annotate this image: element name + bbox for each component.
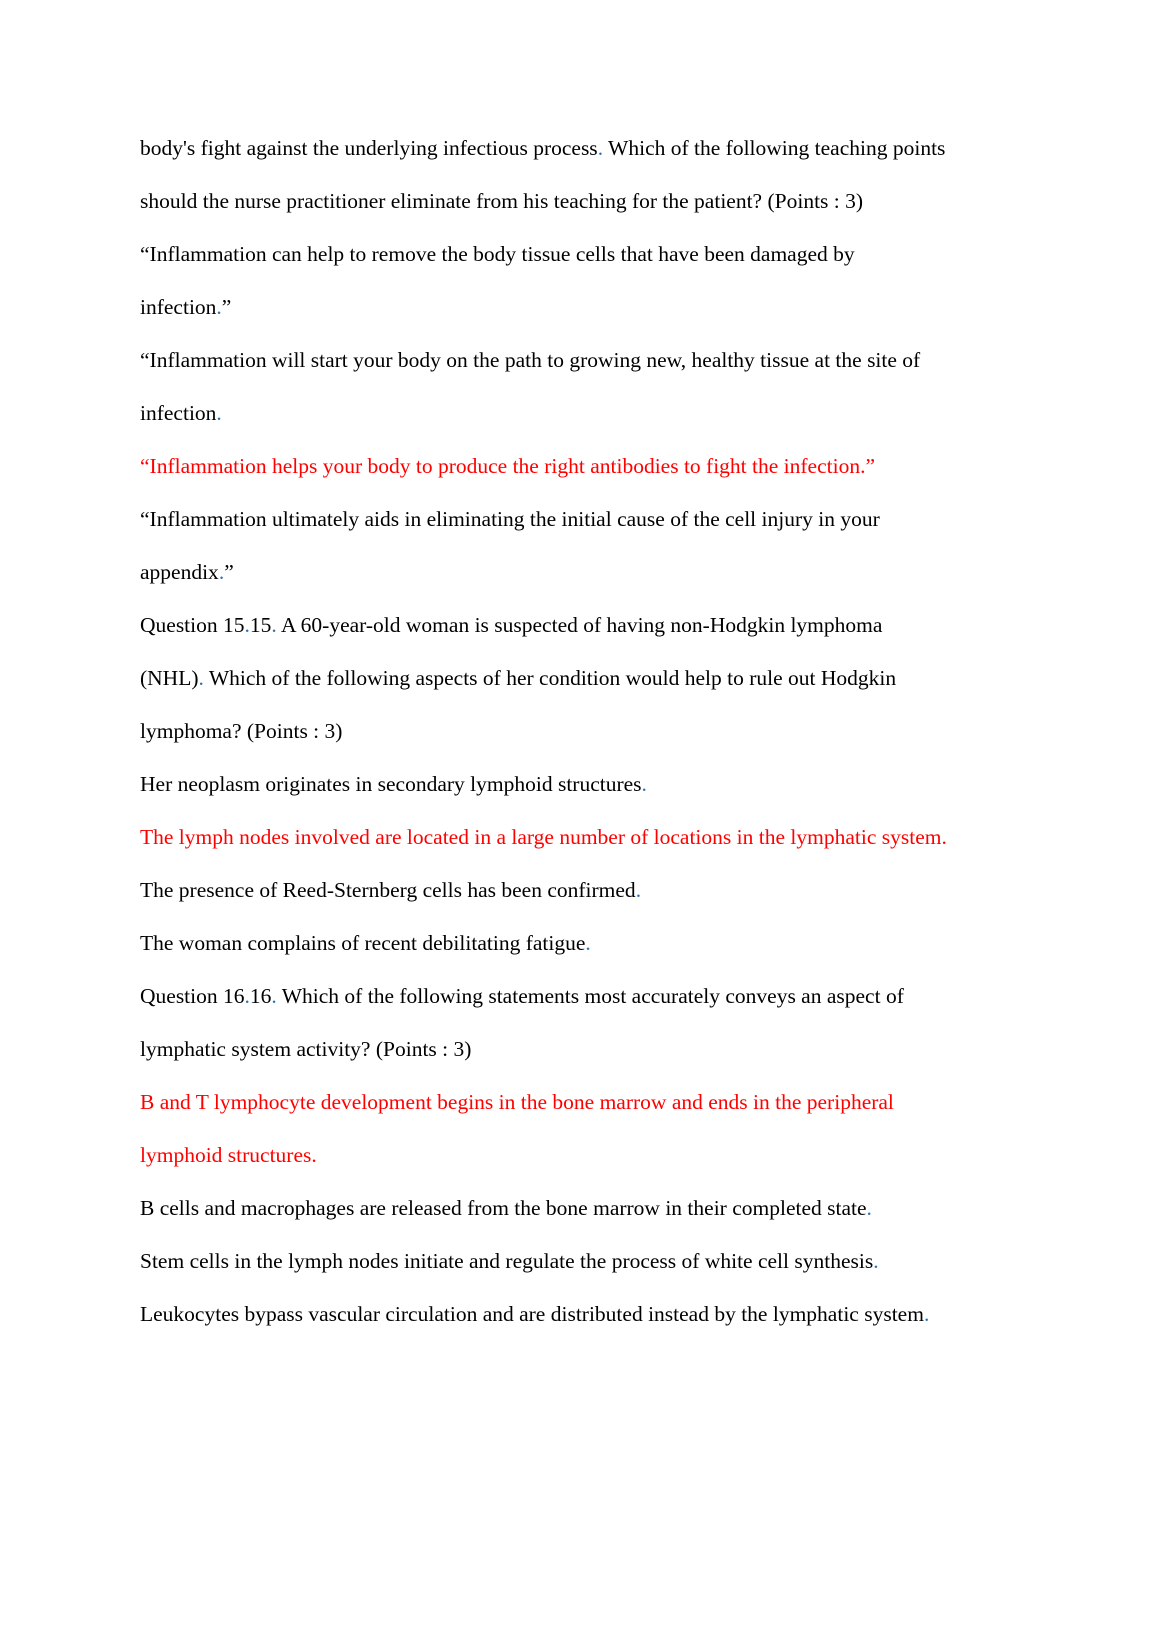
period: .	[635, 878, 642, 902]
text: ”	[224, 560, 234, 584]
text: B cells and macrophages are released from the bone marrow in their completed state	[140, 1196, 867, 1220]
q14-option-c-answer	[140, 452, 875, 480]
period: .	[866, 1196, 872, 1220]
text: should the nurse practitioner eliminate from his teaching for the patient? (Points : 3)	[140, 189, 864, 213]
q16-stem-line-1	[140, 982, 904, 1010]
q15-option-a	[140, 770, 647, 798]
text: “Inflammation can help to remove the body tissue cells that have been damaged by	[140, 242, 855, 266]
text: Which of the following aspects of her condition would help to rule out Hodgkin	[203, 666, 897, 690]
text: lymphoid structures	[140, 1143, 312, 1167]
q16-option-d	[140, 1300, 929, 1328]
q16-option-b	[140, 1194, 872, 1222]
text: Question 16	[140, 984, 245, 1008]
q14-option-a-line-1	[140, 240, 855, 268]
period: .	[198, 666, 204, 690]
text: Leukocytes bypass vascular circulation and are distributed instead by the lymphatic system	[140, 1302, 924, 1326]
q14-option-b-line-2	[140, 399, 222, 427]
q14-stem-line-2	[140, 187, 863, 215]
period: .	[216, 295, 222, 319]
text: Which of the following statements most accurately conveys an aspect of	[276, 984, 904, 1008]
q15-stem-line-1	[140, 611, 882, 639]
period: .	[597, 136, 604, 160]
period: .	[860, 454, 866, 478]
text: Which of the following teaching points	[603, 136, 946, 160]
text: infection	[140, 295, 217, 319]
q14-option-b-line-1	[140, 346, 920, 374]
text: “Inflammation will start your body on the path to growing new, healthy tissue at the site of	[140, 348, 921, 372]
text: Stem cells in the lymph nodes initiate and regulate the process of white cell synthesis	[140, 1249, 874, 1273]
period: .	[216, 401, 222, 425]
q16-option-a-answer-line-1	[140, 1088, 894, 1116]
text: 15	[249, 613, 272, 637]
q14-option-a-line-2	[140, 293, 231, 321]
text: The presence of Reed-Sternberg cells has been confirmed	[140, 878, 636, 902]
text: “Inflammation ultimately aids in eliminating the initial cause of the cell injury in your	[140, 507, 880, 531]
period: .	[873, 1249, 879, 1273]
q15-option-b-answer	[140, 823, 947, 851]
q15-option-c	[140, 876, 641, 904]
text: appendix	[140, 560, 219, 584]
period: .	[218, 560, 225, 584]
text: A 60-year-old woman is suspected of having non-Hodgkin lymphoma	[276, 613, 883, 637]
text: “Inflammation helps your body to produce the right antibodies to fight the infection	[140, 454, 861, 478]
period: .	[271, 984, 277, 1008]
text: body's fight against the underlying infectious process	[140, 136, 598, 160]
q14-option-d-line-1	[140, 505, 880, 533]
text: lymphatic system activity? (Points : 3)	[140, 1037, 472, 1061]
period: .	[941, 825, 947, 849]
period: .	[585, 931, 591, 955]
text: Her neoplasm originates in secondary lymphoid structures	[140, 772, 642, 796]
q15-option-d	[140, 929, 591, 957]
q14-stem-line-1	[140, 134, 945, 162]
text: infection	[140, 401, 217, 425]
q15-stem-line-2	[140, 664, 896, 692]
text: ”	[221, 295, 232, 319]
text: The woman complains of recent debilitating fatigue	[140, 931, 586, 955]
period: .	[244, 984, 250, 1008]
q16-stem-line-2	[140, 1035, 471, 1063]
text: ”	[865, 454, 876, 478]
text: 16	[249, 984, 272, 1008]
text: The lymph nodes involved are located in a large number of locations in the lymphatic system	[140, 825, 942, 849]
period: .	[311, 1143, 317, 1167]
text: (NHL)	[140, 666, 199, 690]
text: B and T lymphocyte development begins in the bone marrow and ends in the peripheral	[140, 1090, 894, 1114]
q15-stem-line-3	[140, 717, 342, 745]
q14-option-d-line-2	[140, 558, 234, 586]
text: Question 15	[140, 613, 245, 637]
period: .	[271, 613, 277, 637]
q16-option-c	[140, 1247, 879, 1275]
period: .	[641, 772, 647, 796]
period: .	[244, 613, 250, 637]
q16-option-a-answer-line-2	[140, 1141, 317, 1169]
text: lymphoma? (Points : 3)	[140, 719, 343, 743]
period: .	[923, 1302, 930, 1326]
